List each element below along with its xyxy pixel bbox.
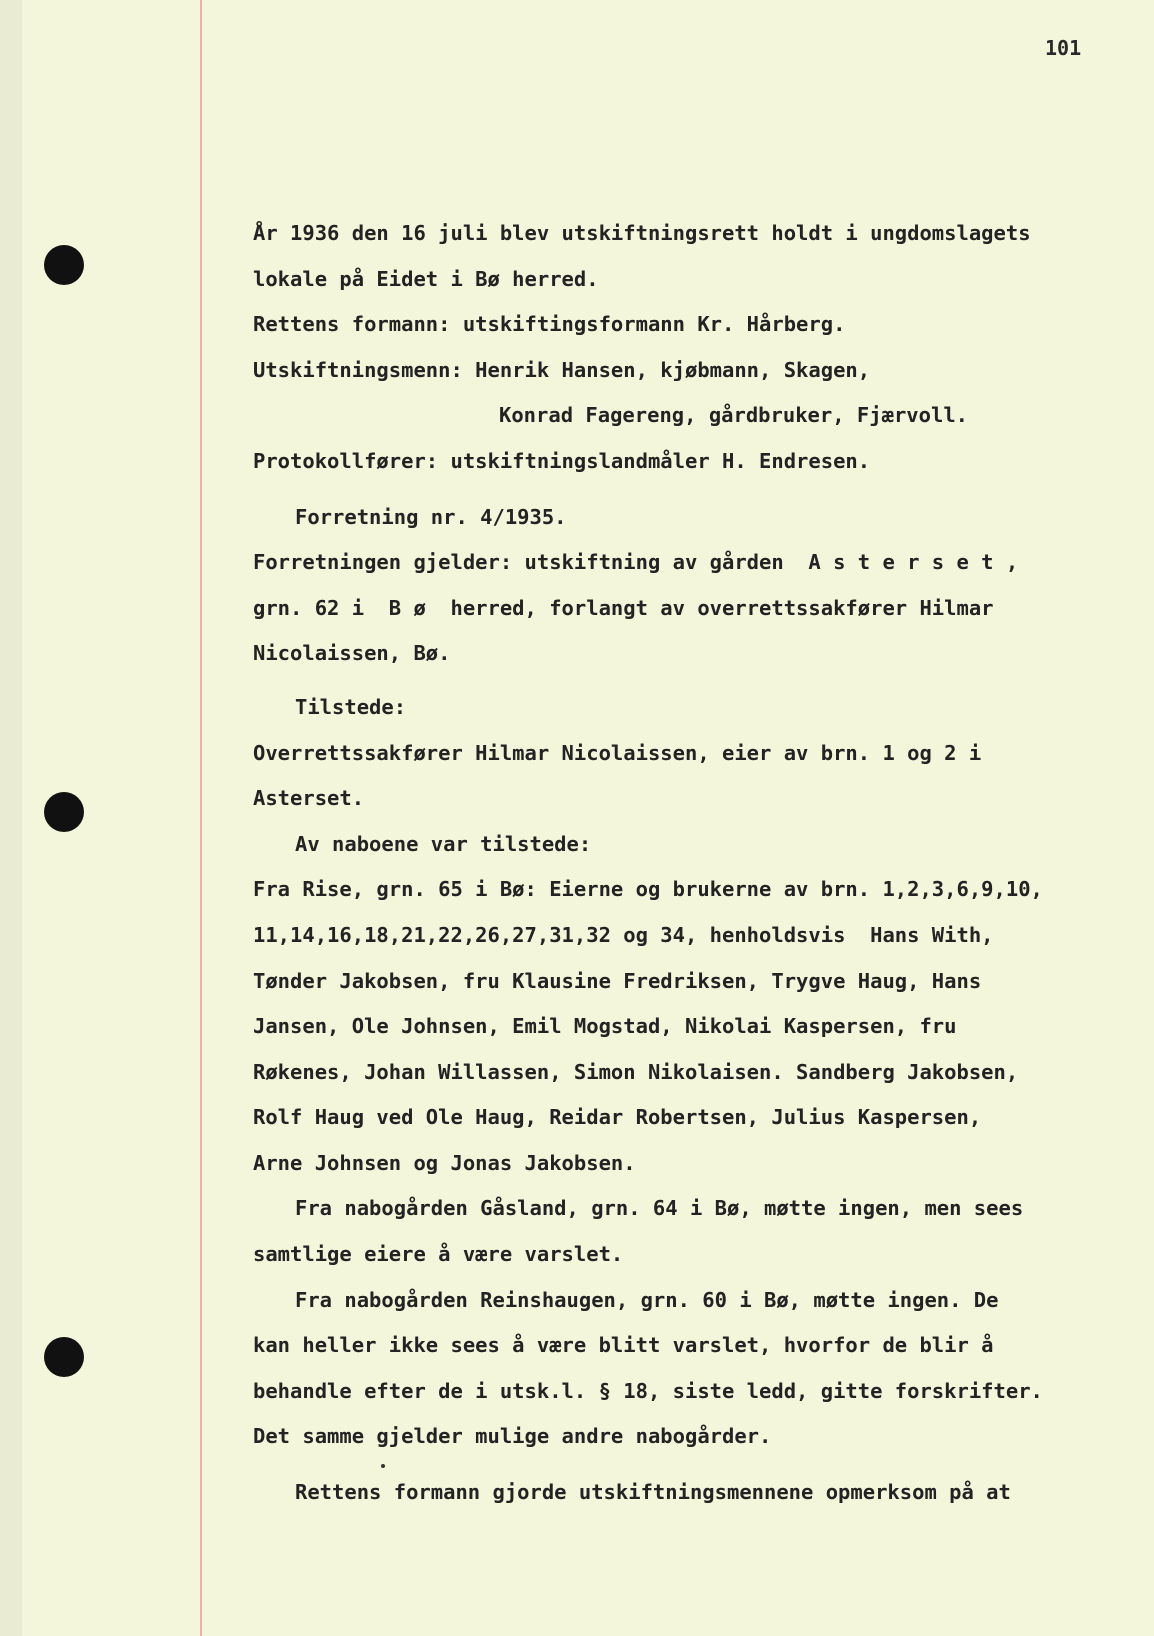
text-line: lokale på Eidet i Bø herred. <box>253 266 599 291</box>
text-line: År 1936 den 16 juli blev utskiftningsrett holdt i ungdomslagets <box>253 221 1031 245</box>
text-line: behandle efter de i utsk.l. § 18, siste ledd, gitte forskrifter. <box>253 1378 1043 1403</box>
text-line: Det samme gjelder mulige andre nabogårder. <box>253 1424 772 1449</box>
margin-rule <box>200 0 202 1636</box>
text-line: samtlige eiere å være varslet. <box>253 1242 624 1267</box>
text-line: Nicolaissen, Bø. <box>253 641 451 666</box>
punch-hole-bottom <box>44 1337 84 1377</box>
text-line: Forretning nr. 4/1935. <box>295 504 567 529</box>
page-number: 101 <box>1045 36 1082 60</box>
text-line: Røkenes, Johan Willassen, Simon Nikolaisen. Sandberg Jakobsen, <box>253 1059 1019 1084</box>
ink-dot <box>381 1464 385 1468</box>
text-line: Overrettssakfører Hilmar Nicolaissen, eier av brn. 1 og 2 i <box>253 740 982 765</box>
text-line: Fra nabogården Gåsland, grn. 64 i Bø, møtte ingen, men sees <box>295 1196 1024 1221</box>
text-line: Asterset. <box>253 786 365 811</box>
text-line: grn. 62 i B ø herred, forlangt av overrettssakfører Hilmar <box>253 595 994 620</box>
text-line: Fra Rise, grn. 65 i Bø: Eierne og brukerne av brn. 1,2,3,6,9,10, <box>253 877 1043 902</box>
text-line: Tilstede: <box>295 694 407 719</box>
text-line: Utskiftningsmenn: Henrik Hansen, kjøbmann, Skagen, <box>253 357 871 382</box>
text-line: Fra nabogården Reinshaugen, grn. 60 i Bø, møtte ingen. De <box>295 1287 999 1312</box>
punch-hole-middle <box>44 792 84 832</box>
text-line: Forretningen gjelder: utskiftning av gården A s t e r s e t , <box>253 550 1019 575</box>
text-line: Rettens formann: utskiftingsformann Kr. Hårberg. <box>253 312 846 337</box>
text-line: Arne Johnsen og Jonas Jakobsen. <box>253 1150 636 1175</box>
text-line: 11,14,16,18,21,22,26,27,31,32 og 34, henholdsvis Hans With, <box>253 922 994 947</box>
punch-hole-top <box>44 245 84 285</box>
text-line: Rolf Haug ved Ole Haug, Reidar Robertsen, Julius Kaspersen, <box>253 1105 982 1130</box>
text-line: Rettens formann gjorde utskiftningsmennene opmerksom på at <box>295 1480 1011 1505</box>
text-line: Jansen, Ole Johnsen, Emil Mogstad, Nikolai Kaspersen, fru <box>253 1014 957 1039</box>
document-body <box>253 211 1133 1516</box>
text-line: Av naboene var tilstede: <box>295 831 592 856</box>
text-line: Tønder Jakobsen, fru Klausine Fredriksen, Trygve Haug, Hans <box>253 968 982 993</box>
text-line: kan heller ikke sees å være blitt varslet, hvorfor de blir å <box>253 1333 994 1358</box>
text-line: Konrad Fagereng, gårdbruker, Fjærvoll. <box>499 403 968 428</box>
text-line: Protokollfører: utskiftningslandmåler H. Endresen. <box>253 448 871 473</box>
